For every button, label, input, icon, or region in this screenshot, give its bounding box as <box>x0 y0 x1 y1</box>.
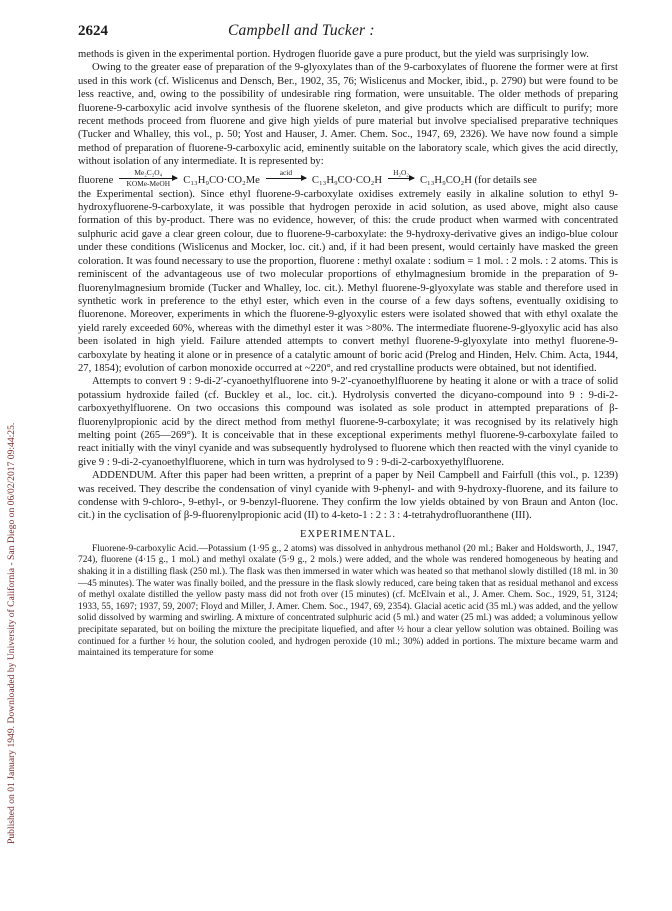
arrow-line <box>388 178 414 179</box>
arrow-line <box>119 178 177 179</box>
reaction-arrow <box>388 169 414 188</box>
arrow-reagent: Me₂C₂O₄ <box>134 167 163 177</box>
paragraph: Fluorene-9-carboxylic Acid.—Potassium (1·95 g., 2 atoms) was dissolved in anhydrous methanol (20 ml.; Baker and Holdsworth, J., 1947, 724), fluorene (4·15 g., 1 mol.) and methyl oxalate (5·9 g., 2 mols.) were added, and the whole was rendered homogeneous by heating and shaking it in a distilling flask (250 ml.). The flask was then immersed in water which was heated so that methanol slowly distilled (18 ml. in 30—45 minutes). The water was finally boiled, and the pressure in the flask slowly reduced, care being taken that as residual methanol and excess of methyl oxalate distilled the yellow pasty mass did not froth over (15 minutes) (cf. McElvain et al., J. Amer. Chem. Soc., 1929, 51, 3124; 1933, 55, 1697; 1937, 59, 2007; Floyd and Miller, J. Amer. Chem. Soc., 1947, 69, 2354). Glacial acetic acid (35 ml.) was added, and the yellow solid dissolved by warming and swirling. A mixture of concentrated sulphuric acid (5 ml.) and water (25 ml.) was added; a voluminous yellow precipitate separated, but on boiling the mixture the precipitate liquefied, and after ½ hour a clear yellow solution was obtained. Boiling was continued for a further ½ hour, the solution cooled, and hydrogen peroxide (10 ml.; 30%) added in portions. The mixture became warm and maintained its temperature for some <box>78 543 618 659</box>
arrow-reagent: H₂O₂ <box>393 167 409 177</box>
download-watermark: Published on 01 January 1949. Downloaded by University of California - San Diego on 06/02/2017 09:44:25. <box>6 422 17 844</box>
reaction-arrow <box>119 169 177 188</box>
paragraph: Attempts to convert 9 : 9-di-2′-cyanoethylfluorene into 9-2′-cyanoethylfluorene by heating it alone or with a trace of solid potassium hydroxide failed (cf. Buckley et al., loc. cit.). Hydrolysis converted the dicyano-compound into 9 : 9-di-2-carboxyethylfluorene. On two occasions this compound was isolated as sole product in attempted preparations of β-fluorenylpropionic acid by the direct method from methyl fluorene-9-carboxylate; it was recognised by its relatively high melting point (265—269°). It is conceivable that in these exceptional experiments methyl fluorene-9-carboxylate failed to react initially with the vinyl cyanide and was subsequently hydrolysed to fluorene which then reacted with the vinyl cyanide to give 9 : 9-di-2-cyanoethylfluorene, which in turn was hydrolysed to 9 : 9-di-2-carboxyethylfluorene. <box>78 376 618 468</box>
page-header <box>78 22 618 48</box>
scheme-start: fluorene <box>78 175 114 187</box>
paragraph: methods is given in the experimental portion. Hydrogen fluoride gave a pure product, but the yield was surprisingly low. <box>78 49 589 60</box>
reaction-arrow <box>266 169 306 188</box>
scheme-product: C₁₃H₉CO·CO₂Me <box>183 175 260 187</box>
experimental-text <box>78 544 618 660</box>
scheme-product: C₁₃H₉CO₂H (for details see <box>419 175 537 187</box>
page-number: 2624 <box>78 23 108 39</box>
arrow-reagent: acid <box>279 167 293 177</box>
page-content <box>78 22 618 660</box>
paragraph: ADDENDUM. After this paper had been written, a preprint of a paper by Neil Campbell and Fairfull (this vol., p. 1239) was received. They describe the condensation of vinyl cyanide with 9-phenyl- and with 9-hydroxy-fluorene, and its failure to condense with 9-chloro-, 9-ethyl-, or 9-benzyl-fluorene. They confirm the low yields obtained by von Braun and Anton (loc. cit.) in the cyclisation of β-9-fluorenylpropionic acid (II) to 4-keto-1 : 2 : 3 : 4-tetrahydrofluoranthene (III). <box>78 470 618 522</box>
arrow-condition: KOMe-MeOH <box>126 178 171 188</box>
reaction-scheme <box>78 169 618 188</box>
paragraph: the Experimental section). Since ethyl fluorene-9-carboxylate oxidises extremely easily in alkaline solution to ethyl 9-hydroxyfluorene-9-carboxylate, it was possible that hydrogen peroxide in acid solution, as used above, might also cause formation of this by-product. There was no evidence, however, of this: the crude product when warmed with concentrated sulphuric acid gave a clear green colour, due to fluorene-9-carboxylate: the 9-hydroxy-derivative gives an indigo-blue colour under these conditions (Wislicenus and Mocker, loc. cit.) and, if it had been present, would certainly have masked the green coloration. It was found necessary to use the proportion, fluorene : methyl oxalate : sodium = 1 mol. : 2 mols. : 2 atoms. This is reminiscent of the advantageous use of two molecular proportions of ethylmagnesium bromide in the preparation of 9-fluorenylmagnesium bromide (Tucker and Whalley, loc. cit.). Methyl fluorene-9-glyoxylate was stable and therefore used in synthetic work in preference to the ethyl ester, which even in the course of a few days softens, eventually oxidising to fluorenone. Moreover, experiments in which the fluorene-9-glyoxylic esters were isolated showed that with ethyl oxalate the yield rarely exceeded 60%, whereas with the dimethyl ester it was >80%. The intermediate fluorene-9-glyoxylic acid has also been isolated in high yield. Failure attended attempts to convert methyl fluorene-9-glyoxylate into methyl fluorene-9-carboxylate by heating it alone or in presence of a catalytic amount of boric acid (Prelog and Hinden, Helv. Chim. Acta, 1944, 27, 1854); evolution of carbon monoxide occurred at ~220°, and red crystalline products were obtained, but not identified. <box>78 188 618 374</box>
body-text <box>78 48 618 523</box>
section-heading: EXPERIMENTAL. <box>299 528 396 540</box>
arrow-line <box>266 178 306 179</box>
paragraph: Owing to the greater ease of preparation of the 9-glyoxylates than of the 9-carboxylates of fluorene the former were at first used in this work (cf. Wislicenus and Densch, Ber., 1902, 35, 76; Wislicenus and Mocker, ibid., p. 2790) but were found to be less reactive, and, owing to the possibility of undesirable ring formation, were unsuitable. The older methods of preparing fluorene-9-carboxylic acid involve synthesis of the fluorene skeleton, and give products which are difficult to purify; more recent methods proceed from fluorene and give high yields of pure material but involve specialised preparative techniques (Tucker and Whalley, this vol., p. 50; Yost and Hauser, J. Amer. Chem. Soc., 1947, 69, 2326). We have now found a simple method of preparation of fluorene-9-carboxylic acid, eminently suitable on the laboratory scale, which gives the acid directly, without isolation of any intermediate. It is represented by: <box>78 62 618 168</box>
running-title: Campbell and Tucker : <box>228 22 375 39</box>
scheme-product: C₁₃H₉CO·CO₂H <box>311 175 382 187</box>
